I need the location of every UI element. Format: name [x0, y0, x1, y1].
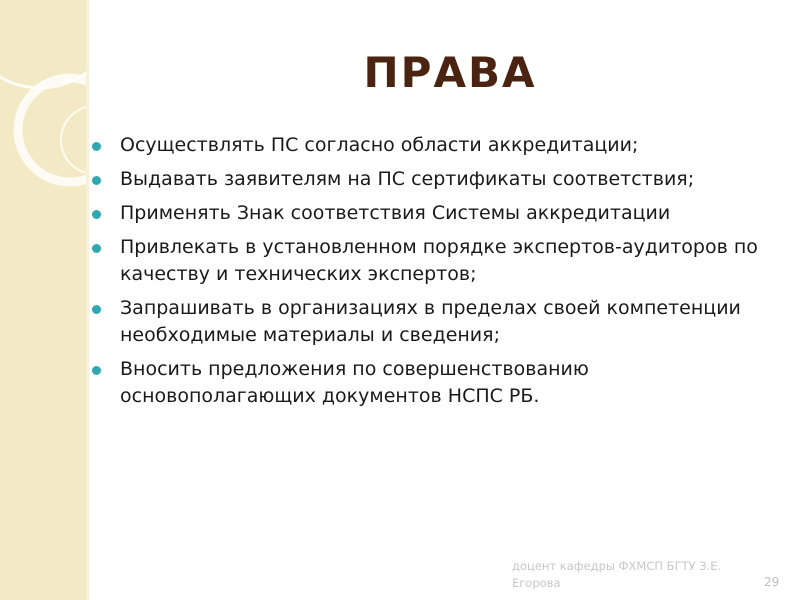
list-item	[92, 132, 772, 159]
bullet-dot-icon	[92, 142, 101, 151]
bullet-dot-icon	[92, 305, 101, 314]
rights-list	[92, 132, 772, 417]
list-item-text: Осуществлять ПС согласно области аккредитации;	[120, 134, 639, 156]
bullet-dot-icon	[92, 176, 101, 185]
list-item	[92, 200, 772, 227]
footer-author: доцент кафедры ФХМСП БГТУ З.Е. Егорова	[512, 559, 722, 590]
list-item	[92, 295, 772, 349]
list-item-text: Применять Знак соответствия Системы аккредитации	[120, 202, 671, 224]
list-item	[92, 166, 772, 193]
decorative-rings	[0, 0, 86, 600]
list-item-text: Вносить предложения по совершенствованию основополагающих документов НСПС РБ.	[120, 358, 589, 407]
bullet-dot-icon	[92, 210, 101, 219]
list-item-text: Привлекать в установленном порядке экспертов-аудиторов по качеству и технических экспертов;	[120, 236, 758, 285]
list-item-text: Выдавать заявителям на ПС сертификаты соответствия;	[120, 168, 695, 190]
list-item	[92, 356, 772, 410]
side-divider	[86, 0, 89, 600]
bullet-dot-icon	[92, 366, 101, 375]
decorative-side-band	[0, 0, 86, 600]
bullet-dot-icon	[92, 244, 101, 253]
page-number: 29	[764, 575, 780, 589]
slide-title: ПРАВА	[363, 48, 537, 97]
list-item-text: Запрашивать в организациях в пределах своей компетенции необходимые материалы и сведения;	[120, 297, 741, 346]
list-item	[92, 234, 772, 288]
